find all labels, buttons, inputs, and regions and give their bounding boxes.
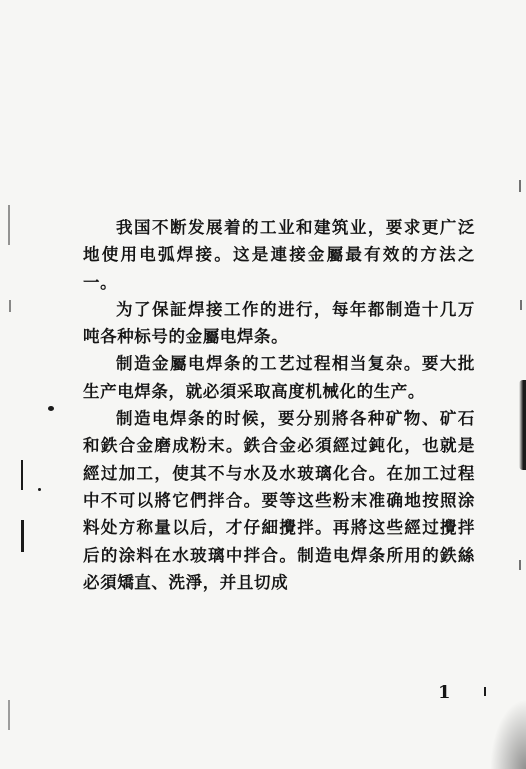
paragraph-1: 我国不断发展着的工业和建筑业，要求更广泛地使用电弧焊接。这是連接金屬最有效的方法之一。	[83, 218, 475, 292]
paragraph-3: 制造金屬电焊条的工艺过程相当复杂。要大批生产电焊条，就必須采取高度机械化的生产。	[83, 354, 475, 401]
scan-mark	[21, 520, 24, 552]
scan-mark	[8, 700, 10, 730]
paragraph-2: 为了保証焊接工作的进行，每年都制造十几万吨各种标号的金屬电焊条。	[83, 299, 475, 347]
scan-mark	[9, 300, 11, 312]
scan-mark	[484, 687, 486, 696]
scan-mark	[38, 488, 41, 491]
body-text	[83, 214, 475, 596]
scan-mark	[519, 180, 521, 192]
scan-mark	[8, 205, 10, 245]
scan-corner-smudge	[490, 699, 526, 769]
page-number: 1	[438, 682, 451, 703]
paragraph-4: 制造电焊条的时候，要分别將各种矿物、矿石和鉄合金磨成粉末。鉄合金必須經过鈍化，也就是經过加工，使其不与水及水玻璃化合。在加工过程中不可以將它們拌合。要等这些粉末准确地按照涂料处方称量以后，才仔細攪拌。再將这些經过攪拌后的涂料在水玻璃中拌合。制造电焊条所用的鉄絲必須矯直、洗淨，并且切成	[83, 409, 475, 592]
scan-mark	[520, 300, 522, 310]
scan-mark	[21, 460, 23, 490]
scan-edge-shadow	[519, 380, 526, 470]
scan-mark	[48, 406, 54, 411]
scan-mark	[519, 560, 521, 570]
